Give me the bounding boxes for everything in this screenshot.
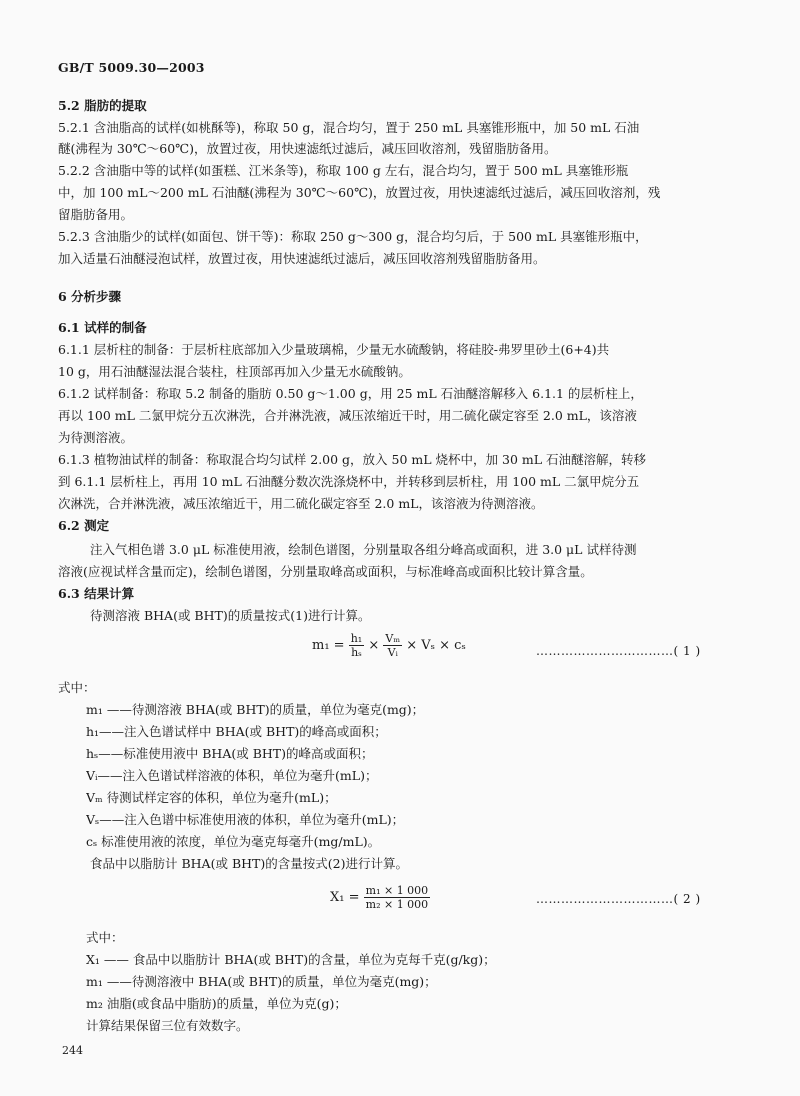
equation-number-1: ……………………………( 1 ) [536,644,701,658]
paragraph-line: 5.2.1 含油脂高的试样(如桃酥等)，称取 50 g，混合均匀，置于 250 mL 具塞锥形瓶中，加 50 mL 石油 [58,120,640,135]
symbol-definition: Vₘ 待测试样定容的体积，单位为毫升(mL)； [86,790,337,805]
document-header: GB/T 5009.30—2003 [58,60,205,75]
section-heading: 5.2 脂肪的提取 [58,98,147,113]
paragraph-line: 5.2.2 含油脂中等的试样(如蛋糕、江米条等)，称取 100 g 左右，混合均匀，置于 500 mL 具塞锥形瓶 [58,163,629,178]
formula-1: m₁ = $\frac{\text{h₁}}{\text{hₛ}}$ × $\frac{\text{Vₘ}}{\text{Vᵢ}}$ × Vₛ × cₛ [312,632,466,659]
formula-2 [330,884,430,911]
paragraph-line: 式中： [86,930,124,945]
paragraph-line: 醚(沸程为 30℃～60℃)，放置过夜，用快速滤纸过滤后，减压回收溶剂，残留脂肪备用。 [58,141,557,156]
formula-1-fraction-b: $\frac{\text{Vₘ}}{\text{Vᵢ}}$ [385,632,401,659]
paragraph-line: 待测溶液 BHA(或 BHT)的质量按式(1)进行计算。 [90,608,371,623]
paragraph-line: 6.1.1 层析柱的制备：于层析柱底部加入少量玻璃棉，少量无水硫酸钠，将硅胶-弗罗里砂土(6+4)共 [58,342,610,357]
equation-number-2: ……………………………( 2 ) [536,892,701,906]
page-number: 244 [62,1044,83,1057]
paragraph-line: 注入气相色谱 3.0 μL 标准使用液，绘制色谱图，分别量取各组分峰高或面积，进 3.0 μL 试样待测 [90,542,637,557]
symbol-definition: m₁ ——待测溶液 BHA(或 BHT)的质量，单位为毫克(mg)； [86,702,425,717]
paragraph-line: 次淋洗，合并淋洗液，减压浓缩近干，用二硫化碳定容至 2.0 mL，该溶液为待测溶液。 [58,496,544,511]
paragraph-line: 10 g，用石油醚湿法混合装柱，柱顶部再加入少量无水硫酸钠。 [58,364,411,379]
symbol-definition: Vᵢ——注入色谱试样溶液的体积，单位为毫升(mL)； [86,768,378,783]
paragraph-line: 留脂肪备用。 [58,207,134,222]
formula-2-fraction: $\frac{\text{m₁ × 1 000}}{\text{m₂ × 1 000}}$ [365,884,429,911]
symbol-definition: Vₛ——注入色谱中标准使用液的体积，单位为毫升(mL)； [86,812,405,827]
paragraph-line: 食品中以脂肪计 BHA(或 BHT)的含量按式(2)进行计算。 [90,856,408,871]
symbol-definition: h₁——注入色谱试样中 BHA(或 BHT)的峰高或面积； [86,724,387,739]
symbol-definition: hₛ——标准使用液中 BHA(或 BHT)的峰高或面积； [86,746,374,761]
paragraph-line: 6.1.3 植物油试样的制备：称取混合均匀试样 2.00 g，放入 50 mL 烧杯中，加 30 mL 石油醚溶解，转移 [58,452,647,467]
section-heading: 6.3 结果计算 [58,586,135,601]
symbol-definition: cₛ 标准使用液的浓度，单位为毫克每毫升(mg/mL)。 [86,834,381,849]
paragraph-line: 5.2.3 含油脂少的试样(如面包、饼干等)：称取 250 g～300 g，混合均匀后，于 500 mL 具塞锥形瓶中， [58,229,648,244]
formula-1-lhs: m₁ = [312,638,345,653]
formula-1-tail: × Vₛ × cₛ [406,638,466,653]
paragraph-line: 中，加 100 mL～200 mL 石油醚(沸程为 30℃～60℃)，放置过夜，用快速滤纸过滤后，减压回收溶剂，残 [58,185,661,200]
formula-2-lhs: X₁ = [330,890,360,905]
formula-1-fraction-a: $\frac{\text{h₁}}{\text{hₛ}}$ [350,632,363,659]
paragraph-line: 再以 100 mL 二氯甲烷分五次淋洗，合并淋洗液，减压浓缩近干时，用二硫化碳定容至 2.0 mL，该溶液 [58,408,637,423]
paragraph-line: 溶液(应视试样含量而定)，绘制色谱图，分别量取峰高或面积，与标准峰高或面积比较计算含量。 [58,564,593,579]
paragraph-line: 式中： [58,680,96,695]
symbol-definition: X₁ —— 食品中以脂肪计 BHA(或 BHT)的含量，单位为克每千克(g/kg)； [86,952,496,967]
section-heading: 6 分析步骤 [58,289,122,304]
paragraph-line: 加入适量石油醚浸泡试样，放置过夜，用快速滤纸过滤后，减压回收溶剂残留脂肪备用。 [58,251,546,266]
paragraph-line: 计算结果保留三位有效数字。 [86,1018,249,1033]
paragraph-line: 到 6.1.1 层析柱上，再用 10 mL 石油醚分数次洗涤烧杯中，并转移到层析柱，用 100 mL 二氯甲烷分五 [58,474,640,489]
symbol-definition: m₁ ——待测溶液中 BHA(或 BHT)的质量，单位为毫克(mg)； [86,974,437,989]
section-heading: 6.1 试样的制备 [58,320,147,335]
symbol-definition: m₂ 油脂(或食品中脂肪)的质量，单位为克(g)； [86,996,347,1011]
paragraph-line: 6.1.2 试样制备：称取 5.2 制备的脂肪 0.50 g～1.00 g，用 25 mL 石油醚溶解移入 6.1.1 的层析柱上， [58,386,643,401]
paragraph-line: 为待测溶液。 [58,430,134,445]
section-heading: 6.2 测定 [58,518,110,533]
